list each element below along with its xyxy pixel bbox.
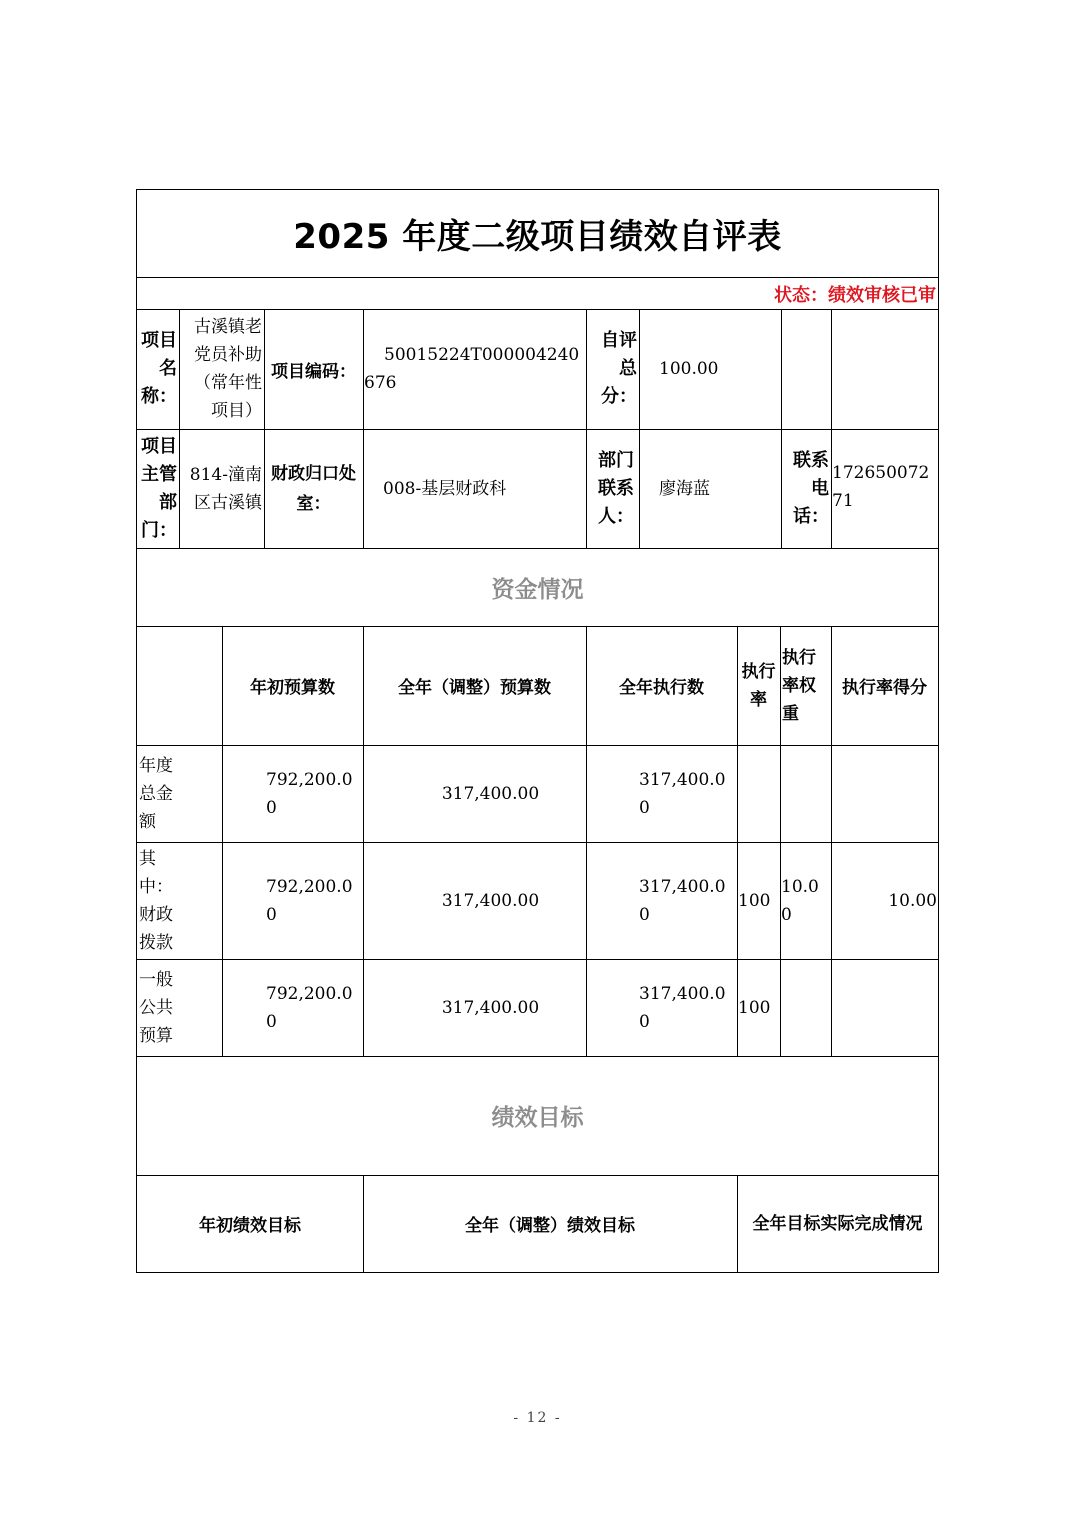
row-weight (780, 745, 832, 843)
empty-cell (831, 309, 939, 430)
project-code-value: 50015224T000004240676 (363, 309, 587, 430)
page-number: - 12 - (513, 1410, 562, 1426)
row-executed: 317,400.00 (586, 842, 738, 960)
header-adjusted-budget: 全年（调整）预算数 (363, 626, 587, 746)
row-rate: 100 (737, 959, 781, 1057)
funds-section-title: 资金情况 (136, 548, 939, 627)
header-actual-completion: 全年目标实际完成情况 (737, 1175, 939, 1273)
goals-section-title: 绩效目标 (136, 1056, 939, 1176)
dept-label: 项目主管部门： (136, 429, 180, 549)
row-score (831, 959, 939, 1057)
row-adjusted: 317,400.00 (363, 959, 587, 1057)
project-name-label: 项目名称： (136, 309, 180, 430)
contact-label: 部门联系人： (586, 429, 640, 549)
row-rate (737, 745, 781, 843)
header-initial-budget: 年初预算数 (222, 626, 364, 746)
self-score-value: 100.00 (639, 309, 782, 430)
row-executed: 317,400.00 (586, 745, 738, 843)
funds-header-empty (136, 626, 223, 746)
row-executed: 317,400.00 (586, 959, 738, 1057)
row-weight (780, 959, 832, 1057)
performance-evaluation-form (136, 189, 939, 1273)
row-initial: 792,200.00 (222, 959, 364, 1057)
row-adjusted: 317,400.00 (363, 842, 587, 960)
empty-cell (781, 309, 832, 430)
row-weight: 10.00 (780, 842, 832, 960)
dept-value: 814-潼南区古溪镇 (179, 429, 265, 549)
project-code-label: 项目编码： (264, 309, 364, 430)
row-score: 10.00 (831, 842, 939, 960)
row-score (831, 745, 939, 843)
header-rate: 执行率 (737, 626, 781, 746)
project-name-value: 古溪镇老党员补助（常年性项目） (179, 309, 265, 430)
header-score: 执行率得分 (831, 626, 939, 746)
row-label: 其中：财政拨款 (136, 842, 223, 960)
phone-value: 17265007271 (831, 429, 939, 549)
row-adjusted: 317,400.00 (363, 745, 587, 843)
contact-value: 廖海蓝 (639, 429, 782, 549)
header-adjusted-goal: 全年（调整）绩效目标 (363, 1175, 738, 1273)
row-initial: 792,200.00 (222, 745, 364, 843)
self-score-label: 自评总分： (586, 309, 640, 430)
row-initial: 792,200.00 (222, 842, 364, 960)
phone-label: 联系电话： (781, 429, 832, 549)
finance-label: 财政归口处室： (264, 429, 364, 549)
row-label: 年度总金额 (136, 745, 223, 843)
header-executed: 全年执行数 (586, 626, 738, 746)
row-rate: 100 (737, 842, 781, 960)
header-initial-goal: 年初绩效目标 (136, 1175, 364, 1273)
finance-value: 008-基层财政科 (363, 429, 587, 549)
row-label: 一般公共预算 (136, 959, 223, 1057)
form-title: 2025 年度二级项目绩效自评表 (136, 189, 939, 278)
status-text: 状态：绩效审核已审 (136, 278, 939, 310)
header-weight: 执行率权重 (780, 626, 832, 746)
